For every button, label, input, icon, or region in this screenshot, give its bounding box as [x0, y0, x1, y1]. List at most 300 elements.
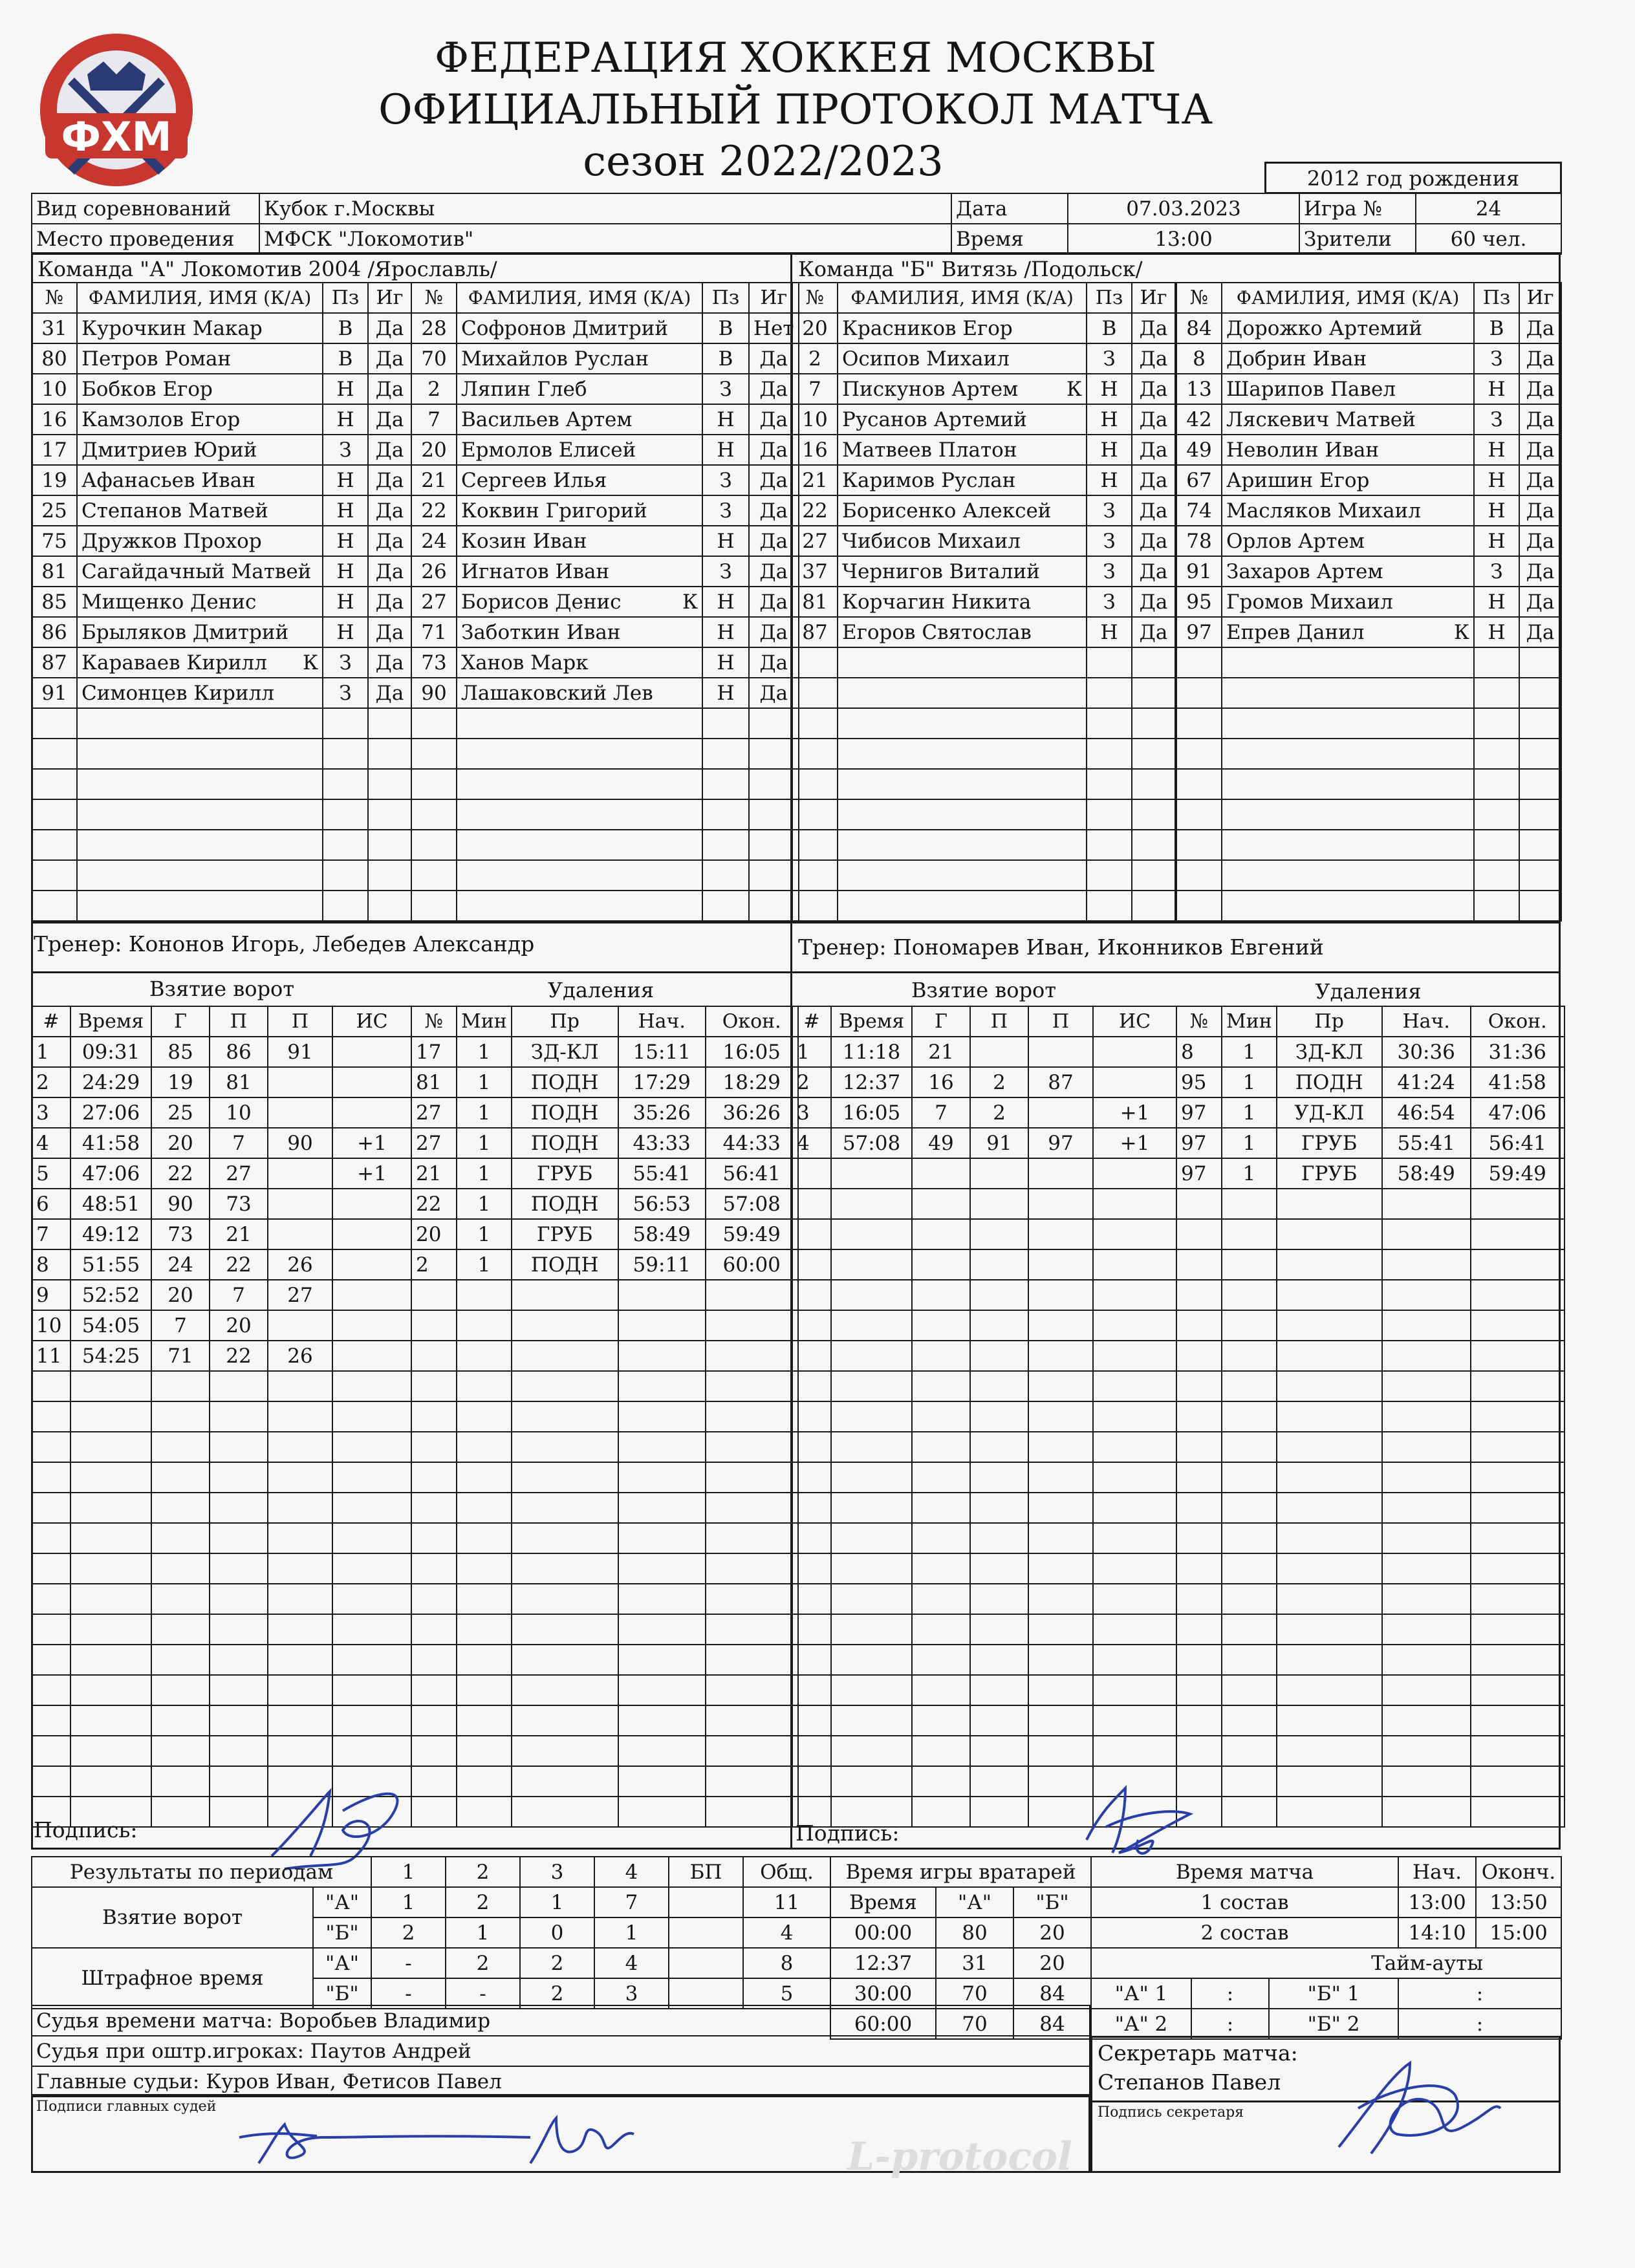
- penalty-cell: [1471, 1280, 1565, 1310]
- goal-cell: [1028, 1462, 1093, 1493]
- goal-cell: [210, 1614, 268, 1645]
- player-number: 7: [792, 374, 838, 404]
- player-position: [1474, 891, 1519, 921]
- goal-cell: [970, 1675, 1028, 1705]
- player-number: [32, 891, 77, 921]
- penalty-cell: 46:54: [1382, 1097, 1471, 1128]
- penalty-row-empty: [1176, 1432, 1565, 1462]
- penalty-cell: 30:36: [1382, 1037, 1471, 1067]
- goal-cell: 9: [32, 1280, 70, 1310]
- player-name: Корчагин Никита: [838, 587, 1087, 617]
- penalty-cell: [1471, 1341, 1565, 1371]
- captain-mark: К: [1067, 377, 1082, 401]
- roster-row: [792, 617, 1175, 647]
- roster-header: №: [792, 283, 838, 313]
- penalty-cell: [457, 1401, 512, 1432]
- goal-row-empty: [792, 1401, 1176, 1432]
- goal-cell: [268, 1553, 332, 1584]
- goal-row-empty: [32, 1432, 411, 1462]
- cell: 31: [936, 1948, 1013, 1978]
- player-position: Н: [1474, 495, 1519, 526]
- penalty-cell: [1382, 1310, 1471, 1341]
- player-name: Захаров Артем: [1222, 556, 1474, 587]
- player-position: Н: [1087, 435, 1132, 465]
- goal-cell: 22: [151, 1158, 210, 1189]
- goal-cell: 25: [151, 1097, 210, 1128]
- penalty-cell: [411, 1675, 457, 1705]
- player-position: З: [323, 647, 368, 678]
- goal-row-empty: [792, 1371, 1176, 1401]
- goal-cell: [912, 1371, 970, 1401]
- penalty-cell: 18:29: [706, 1067, 798, 1097]
- player-position: Н: [323, 617, 368, 647]
- penalty-header: Нач.: [1382, 1006, 1471, 1037]
- goal-cell: [32, 1645, 70, 1675]
- goal-cell: [1028, 1401, 1093, 1432]
- penalty-cell: ПОДН: [512, 1249, 618, 1280]
- player-played: Да: [1132, 587, 1175, 617]
- player-position: [323, 739, 368, 769]
- goal-cell: [151, 1614, 210, 1645]
- player-played: [368, 830, 411, 860]
- player-position: Н: [702, 435, 749, 465]
- goal-cell: [1093, 1432, 1176, 1462]
- goal-cell: [151, 1523, 210, 1553]
- timeouts-title: Тайм-ауты: [1091, 1948, 1561, 1978]
- goal-row: [32, 1189, 411, 1219]
- player-played: Да: [749, 465, 799, 495]
- player-name: [77, 891, 323, 921]
- goalies-title: Время игры вратарей: [830, 1857, 1091, 1887]
- goal-cell: [1028, 1189, 1093, 1219]
- penalty-cell: 57:08: [706, 1189, 798, 1219]
- roster-row-empty: [1176, 769, 1561, 799]
- player-played: Да: [1519, 495, 1561, 526]
- roster-row-empty: [1176, 739, 1561, 769]
- penalty-cell: 1: [1222, 1067, 1277, 1097]
- player-name: Курочкин Макар: [77, 313, 323, 343]
- goal-cell: [210, 1736, 268, 1766]
- penalty-cell: [1176, 1584, 1222, 1614]
- cell: 80: [936, 1917, 1013, 1948]
- penalty-cell: [1222, 1401, 1277, 1432]
- penalty-cell: 44:33: [706, 1128, 798, 1158]
- penalty-cell: [706, 1553, 798, 1584]
- goal-cell: 54:25: [70, 1341, 151, 1371]
- goal-cell: [831, 1310, 912, 1341]
- goal-cell: [32, 1675, 70, 1705]
- goal-cell: 21: [912, 1037, 970, 1067]
- goal-cell: 71: [151, 1341, 210, 1371]
- goal-cell: [1093, 1584, 1176, 1614]
- penalty-cell: ЗД-КЛ: [512, 1037, 618, 1067]
- goal-cell: [268, 1462, 332, 1493]
- goal-cell: 20: [151, 1128, 210, 1158]
- goals-team-b: "Б": [313, 1917, 371, 1948]
- goal-row-empty: [32, 1675, 411, 1705]
- player-number: [32, 830, 77, 860]
- roster-table: [411, 282, 799, 922]
- player-position: [1474, 830, 1519, 860]
- player-played: [1132, 860, 1175, 891]
- goal-cell: [792, 1249, 831, 1280]
- goal-cell: [332, 1493, 411, 1523]
- period-1-header: 1: [371, 1857, 446, 1887]
- penalty-row-empty: [411, 1736, 798, 1766]
- goal-cell: [70, 1736, 151, 1766]
- player-played: Да: [1132, 343, 1175, 374]
- penalty-cell: [512, 1401, 618, 1432]
- goal-cell: [1093, 1189, 1176, 1219]
- cell: [669, 1948, 743, 1978]
- goal-row-empty: [792, 1341, 1176, 1371]
- main-referees: Главные судьи: Куров Иван, Фетисов Павел: [32, 2066, 1090, 2097]
- goal-row-empty: [792, 1432, 1176, 1462]
- penalty-cell: [706, 1341, 798, 1371]
- team-b-goals-table: [792, 1006, 1177, 1828]
- penalty-cell: [1277, 1645, 1382, 1675]
- cell: 2: [520, 1948, 594, 1978]
- player-name: Чернигов Виталий: [838, 556, 1087, 587]
- player-played: Да: [1519, 435, 1561, 465]
- penalty-cell: [512, 1432, 618, 1462]
- goal-cell: [210, 1553, 268, 1584]
- player-number: [1176, 830, 1222, 860]
- penalty-cell: [1222, 1736, 1277, 1766]
- penalty-cell: [1277, 1219, 1382, 1249]
- player-number: [411, 769, 457, 799]
- roster-row: [411, 465, 799, 495]
- cell: 20: [1013, 1948, 1091, 1978]
- penalty-cell: 59:49: [706, 1219, 798, 1249]
- goal-row: [32, 1310, 411, 1341]
- roster-row-empty: [1176, 678, 1561, 708]
- player-number: 22: [792, 495, 838, 526]
- roster-row-empty: [792, 708, 1175, 739]
- goal-cell: [332, 1037, 411, 1067]
- player-number: 80: [32, 343, 77, 374]
- player-name: Бобков Егор: [77, 374, 323, 404]
- penalty-cell: [1277, 1797, 1382, 1827]
- goal-cell: [1093, 1280, 1176, 1310]
- penalty-cell: [618, 1553, 706, 1584]
- goal-cell: [970, 1310, 1028, 1341]
- goal-cell: 7: [210, 1280, 268, 1310]
- penalty-cell: [1222, 1766, 1277, 1797]
- goal-row-empty: [32, 1645, 411, 1675]
- player-number: 91: [32, 678, 77, 708]
- penalty-row-empty: [1176, 1249, 1565, 1280]
- penalty-cell: 22: [411, 1189, 457, 1219]
- player-number: 20: [792, 313, 838, 343]
- player-name: Брыляков Дмитрий: [77, 617, 323, 647]
- player-played: [368, 739, 411, 769]
- player-played: Да: [368, 465, 411, 495]
- player-played: [368, 860, 411, 891]
- goal-cell: [32, 1614, 70, 1645]
- cell: -: [371, 1978, 446, 2009]
- player-number: [1176, 799, 1222, 830]
- penalty-cell: 27: [411, 1097, 457, 1128]
- penalty-row: [411, 1189, 798, 1219]
- goal-header: Г: [151, 1006, 210, 1037]
- goal-cell: [268, 1310, 332, 1341]
- player-name: [838, 739, 1087, 769]
- cell: "А" 1: [1091, 1978, 1191, 2009]
- roster-header: ФАМИЛИЯ, ИМЯ (К/А): [1222, 283, 1474, 313]
- goal-cell: 3: [792, 1097, 831, 1128]
- penalty-cell: 55:41: [618, 1158, 706, 1189]
- goal-cell: [268, 1158, 332, 1189]
- goal-cell: 91: [268, 1037, 332, 1067]
- penalty-cell: [1176, 1401, 1222, 1432]
- penalty-row-empty: [411, 1705, 798, 1736]
- goal-cell: [268, 1736, 332, 1766]
- goal-row-empty: [792, 1189, 1176, 1219]
- goal-cell: [831, 1614, 912, 1645]
- penalty-cell: [706, 1736, 798, 1766]
- goal-row: [32, 1341, 411, 1371]
- player-position: [323, 891, 368, 921]
- cell: :: [1191, 2009, 1269, 2039]
- roster-row-empty: [32, 739, 411, 769]
- player-position: [1087, 708, 1132, 739]
- goal-cell: [151, 1705, 210, 1736]
- player-position: [1474, 860, 1519, 891]
- penalty-cell: [618, 1797, 706, 1827]
- goal-cell: [792, 1310, 831, 1341]
- player-name: Караваев Кирилл К: [77, 647, 323, 678]
- penalty-cell: [411, 1310, 457, 1341]
- penalty-cell: [411, 1280, 457, 1310]
- player-number: 2: [411, 374, 457, 404]
- roster-row: [32, 678, 411, 708]
- player-position: В: [323, 343, 368, 374]
- goal-row: [792, 1097, 1176, 1128]
- goal-cell: [792, 1432, 831, 1462]
- player-position: Н: [702, 587, 749, 617]
- goal-cell: [1028, 1705, 1093, 1736]
- roster-row-empty: [1176, 891, 1561, 921]
- player-position: [1087, 769, 1132, 799]
- player-position: Н: [323, 404, 368, 435]
- penalty-row-label: Штрафное время: [32, 1948, 313, 2009]
- player-number: [792, 678, 838, 708]
- goal-row-empty: [792, 1249, 1176, 1280]
- goal-cell: 22: [210, 1341, 268, 1371]
- roster-row: [411, 343, 799, 374]
- goal-cell: 16:05: [831, 1097, 912, 1128]
- cell: [669, 1917, 743, 1948]
- roster-row-empty: [411, 739, 799, 769]
- penalty-cell: 59:11: [618, 1249, 706, 1280]
- goal-row-empty: [792, 1584, 1176, 1614]
- penalty-cell: [1382, 1675, 1471, 1705]
- penalty-cell: [618, 1462, 706, 1493]
- goal-cell: [332, 1310, 411, 1341]
- penalty-cell: [512, 1797, 618, 1827]
- player-played: [368, 891, 411, 921]
- penalty-cell: 1: [457, 1097, 512, 1128]
- goal-cell: 86: [210, 1037, 268, 1067]
- penalty-row-empty: [1176, 1219, 1565, 1249]
- penalty-cell: [706, 1584, 798, 1614]
- player-played: Да: [1132, 435, 1175, 465]
- roster-header: Пз: [323, 283, 368, 313]
- penalty-cell: [706, 1645, 798, 1675]
- goal-cell: [912, 1523, 970, 1553]
- goal-cell: 4: [792, 1128, 831, 1158]
- roster-row-empty: [792, 769, 1175, 799]
- venue-value: МФСК "Локомотив": [259, 224, 951, 254]
- penalty-cell: [1277, 1766, 1382, 1797]
- penalty-row-empty: [411, 1614, 798, 1645]
- goal-cell: [831, 1371, 912, 1401]
- goal-cell: [1028, 1310, 1093, 1341]
- goal-cell: [831, 1645, 912, 1675]
- penalty-row-empty: [411, 1310, 798, 1341]
- goal-row-empty: [792, 1645, 1176, 1675]
- player-played: Да: [1519, 587, 1561, 617]
- penalty-cell: [1176, 1736, 1222, 1766]
- player-number: [792, 769, 838, 799]
- goal-cell: [792, 1523, 831, 1553]
- goal-cell: [268, 1493, 332, 1523]
- goal-cell: [1028, 1037, 1093, 1067]
- goal-cell: [70, 1705, 151, 1736]
- goal-cell: [268, 1614, 332, 1645]
- goal-cell: [268, 1371, 332, 1401]
- goal-cell: 21: [210, 1219, 268, 1249]
- roster-row: [411, 617, 799, 647]
- penalty-cell: [512, 1645, 618, 1675]
- player-number: 27: [792, 526, 838, 556]
- penalty-cell: [512, 1736, 618, 1766]
- player-name: [838, 647, 1087, 678]
- penalty-cell: [618, 1371, 706, 1401]
- player-name: Осипов Михаил: [838, 343, 1087, 374]
- penalty-cell: [1277, 1523, 1382, 1553]
- penalty-cell: [1222, 1645, 1277, 1675]
- penalty-cell: 16:05: [706, 1037, 798, 1067]
- goals-team-a: "А": [313, 1887, 371, 1917]
- goalies-header: "А": [936, 1887, 1013, 1917]
- goal-cell: [332, 1401, 411, 1432]
- penalty-cell: 1: [1222, 1037, 1277, 1067]
- goal-header: Время: [831, 1006, 912, 1037]
- penalty-cell: [1222, 1705, 1277, 1736]
- penalty-row-empty: [411, 1766, 798, 1797]
- penalty-row: [411, 1037, 798, 1067]
- player-name: Дружков Прохор: [77, 526, 323, 556]
- player-name: Борисов Денис К: [457, 587, 702, 617]
- goal-cell: [912, 1705, 970, 1736]
- penalty-cell: [457, 1797, 512, 1827]
- goal-cell: [332, 1614, 411, 1645]
- player-name: Мищенко Денис: [77, 587, 323, 617]
- penalty-cell: 2: [411, 1249, 457, 1280]
- goal-cell: [1028, 1523, 1093, 1553]
- goal-row-empty: [792, 1493, 1176, 1523]
- penalty-row-empty: [1176, 1341, 1565, 1371]
- penalty-cell: [706, 1493, 798, 1523]
- goal-cell: [831, 1280, 912, 1310]
- cell: 0: [520, 1917, 594, 1948]
- player-number: [32, 799, 77, 830]
- penalty-header: Окон.: [1471, 1006, 1565, 1037]
- goal-cell: [1093, 1371, 1176, 1401]
- player-played: Да: [749, 343, 799, 374]
- penalty-cell: [1471, 1705, 1565, 1736]
- team-a-penalties-table: [411, 1006, 799, 1828]
- player-number: 97: [1176, 617, 1222, 647]
- goal-cell: [792, 1553, 831, 1584]
- penalty-cell: [1176, 1341, 1222, 1371]
- penalty-cell: [1471, 1189, 1565, 1219]
- team-b-coach: Тренер: Пономарев Иван, Иконников Евгений: [798, 934, 1324, 960]
- player-position: З: [1087, 495, 1132, 526]
- goal-cell: [32, 1523, 70, 1553]
- penalty-row: [1176, 1128, 1565, 1158]
- roster-header: ФАМИЛИЯ, ИМЯ (К/А): [838, 283, 1087, 313]
- penalty-cell: [706, 1401, 798, 1432]
- goal-cell: [210, 1493, 268, 1523]
- roster-row: [1176, 556, 1561, 587]
- player-name: [1222, 769, 1474, 799]
- roster-row: [792, 435, 1175, 465]
- penalty-cell: [411, 1584, 457, 1614]
- goals-row-label: Взятие ворот: [32, 1887, 313, 1948]
- player-position: [1087, 739, 1132, 769]
- player-name: Епрев Данил К: [1222, 617, 1474, 647]
- penalty-cell: 1: [457, 1158, 512, 1189]
- cell: 2 состав: [1091, 1917, 1398, 1948]
- roster-row: [32, 526, 411, 556]
- goal-cell: [912, 1310, 970, 1341]
- cell: 00:00: [830, 1917, 936, 1948]
- goal-cell: [792, 1645, 831, 1675]
- penalty-header: №: [1176, 1006, 1222, 1037]
- penalty-cell: [457, 1705, 512, 1736]
- goal-row-empty: [32, 1462, 411, 1493]
- player-position: [1474, 739, 1519, 769]
- time-value: 13:00: [1068, 224, 1299, 254]
- penalty-cell: [618, 1280, 706, 1310]
- penalty-cell: [457, 1371, 512, 1401]
- goal-cell: [332, 1097, 411, 1128]
- penalty-cell: 60:00: [706, 1249, 798, 1280]
- goal-cell: [970, 1341, 1028, 1371]
- player-position: Н: [1474, 465, 1519, 495]
- goal-cell: [332, 1189, 411, 1219]
- penalty-cell: [618, 1766, 706, 1797]
- penalty-row-empty: [1176, 1310, 1565, 1341]
- player-number: 78: [1176, 526, 1222, 556]
- roster-row-empty: [792, 647, 1175, 678]
- player-number: [1176, 769, 1222, 799]
- goal-row-empty: [792, 1614, 1176, 1645]
- player-played: Да: [749, 526, 799, 556]
- penalty-row: [1176, 1067, 1565, 1097]
- goal-row: [32, 1097, 411, 1128]
- goal-cell: [151, 1462, 210, 1493]
- player-name: Сергеев Илья: [457, 465, 702, 495]
- penalty-cell: [1222, 1310, 1277, 1341]
- penalty-cell: [411, 1705, 457, 1736]
- player-name: Аришин Егор: [1222, 465, 1474, 495]
- goal-cell: [912, 1553, 970, 1584]
- team-a-roster-left: [31, 282, 412, 922]
